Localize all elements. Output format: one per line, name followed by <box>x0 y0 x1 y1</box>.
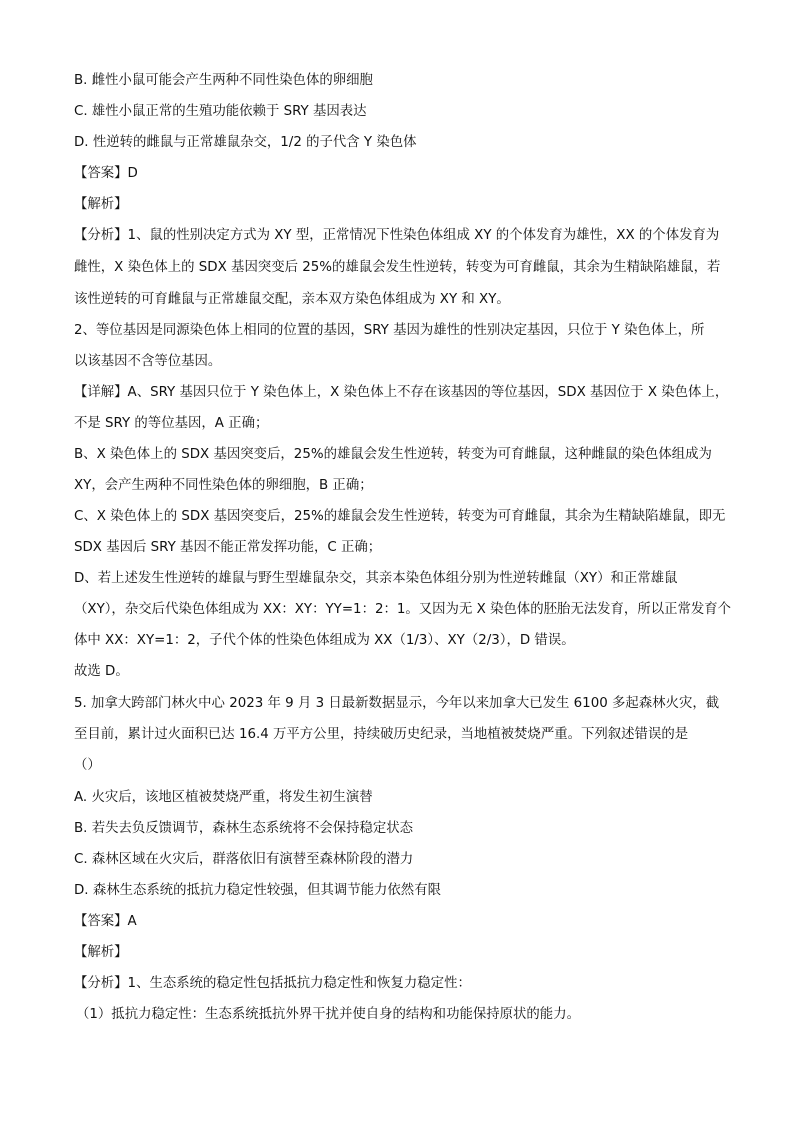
q4-analysis-line: 2、等位基因是同源染色体上相同的位置的基因，SRY 基因为雄性的性别决定基因，只位于 Y 染色体上，所 <box>74 323 705 338</box>
q5-analysis-line: （1）抵抗力稳定性：生态系统抵抗外界干扰并使自身的结构和功能保持原状的能力。 <box>76 1007 580 1022</box>
q5-option-b: B. 若失去负反馈调节，森林生态系统将不会保持稳定状态 <box>74 821 414 836</box>
q4-analysis-line: 雌性，X 染色体上的 SDX 基因突变后 25%的雄鼠会发生性逆转，转变为可育雌鼠，其余为生精缺陷雄鼠，若 <box>74 260 721 275</box>
q4-analysis-line: 不是 SRY 的等位基因，A 正确； <box>74 416 269 431</box>
q5-option-d: D. 森林生态系统的抵抗力稳定性较强，但其调节能力依然有限 <box>74 883 441 898</box>
q4-analysis-line: （XY），杂交后代染色体组成为 XX：XY：YY=1：2：1。又因为无 X 染色体的胚胎无法发育，所以正常发育个 <box>74 602 732 617</box>
q4-answer: 【答案】D <box>74 166 138 181</box>
q4-analysis-line: C、X 染色体上的 SDX 基因突变后，25%的雄鼠会发生性逆转，转变为可育雌鼠，其余为生精缺陷雄鼠，即无 <box>74 509 726 524</box>
q4-option-c: C. 雄性小鼠正常的生殖功能依赖于 SRY 基因表达 <box>74 104 367 119</box>
q5-stem-line: 至目前，累计过火面积已达 16.4 万平方公里，持续破历史纪录，当地植被焚烧严重。下列叙述错误的是 <box>74 727 689 742</box>
q5-option-c: C. 森林区域在火灾后，群落依旧有演替至森林阶段的潜力 <box>74 852 414 867</box>
q5-analysis-line: 【分析】1、生态系统的稳定性包括抵抗力稳定性和恢复力稳定性： <box>74 976 471 991</box>
q4-analysis-title: 【解析】 <box>74 197 128 212</box>
q4-analysis-line: D、若上述发生性逆转的雄鼠与野生型雄鼠杂交，其亲本染色体组分别为性逆转雌鼠（XY）和正常雄鼠 <box>74 571 678 586</box>
q4-analysis-line: XY，会产生两种不同性染色体的卵细胞，B 正确； <box>74 478 373 493</box>
q5-analysis-title: 【解析】 <box>74 945 128 960</box>
q4-analysis-line: 【分析】1、鼠的性别决定方式为 XY 型，正常情况下性染色体组成 XY 的个体发育为雄性，XX 的个体发育为 <box>74 228 720 243</box>
q4-option-d: D. 性逆转的雌鼠与正常雄鼠杂交，1/2 的子代含 Y 染色体 <box>74 135 417 150</box>
q4-analysis-line: 该性逆转的可育雌鼠与正常雄鼠交配，亲本双方染色体组成为 XY 和 XY。 <box>74 292 510 307</box>
q4-analysis-line: B、X 染色体上的 SDX 基因突变后，25%的雄鼠会发生性逆转，转变为可育雌鼠，这种雌鼠的染色体组成为 <box>74 447 712 462</box>
q4-analysis-line: 【详解】A、SRY 基因只位于 Y 染色体上，X 染色体上不存在该基因的等位基因，SDX 基因位于 X 染色体上， <box>74 385 729 400</box>
q5-option-a: A. 火灾后，该地区植被焚烧严重，将发生初生演替 <box>74 790 373 805</box>
q5-stem-line: 5. 加拿大跨部门林火中心 2023 年 9 月 3 日最新数据显示，今年以来加拿大已发生 6100 多起森林火灾，截 <box>74 696 720 711</box>
q5-answer: 【答案】A <box>74 914 137 929</box>
q5-stem-line: （） <box>74 758 101 773</box>
q4-analysis-line: 以该基因不含等位基因。 <box>74 354 222 369</box>
q4-analysis-line: SDX 基因后 SRY 基因不能正常发挥功能，C 正确； <box>74 540 382 555</box>
q4-option-b: B. 雌性小鼠可能会产生两种不同性染色体的卵细胞 <box>74 73 373 88</box>
q4-analysis-line: 体中 XX：XY=1：2，子代个体的性染色体组成为 XX（1/3）、XY（2/3），D 错误。 <box>74 633 575 648</box>
q4-analysis-line: 故选 D。 <box>74 664 129 679</box>
